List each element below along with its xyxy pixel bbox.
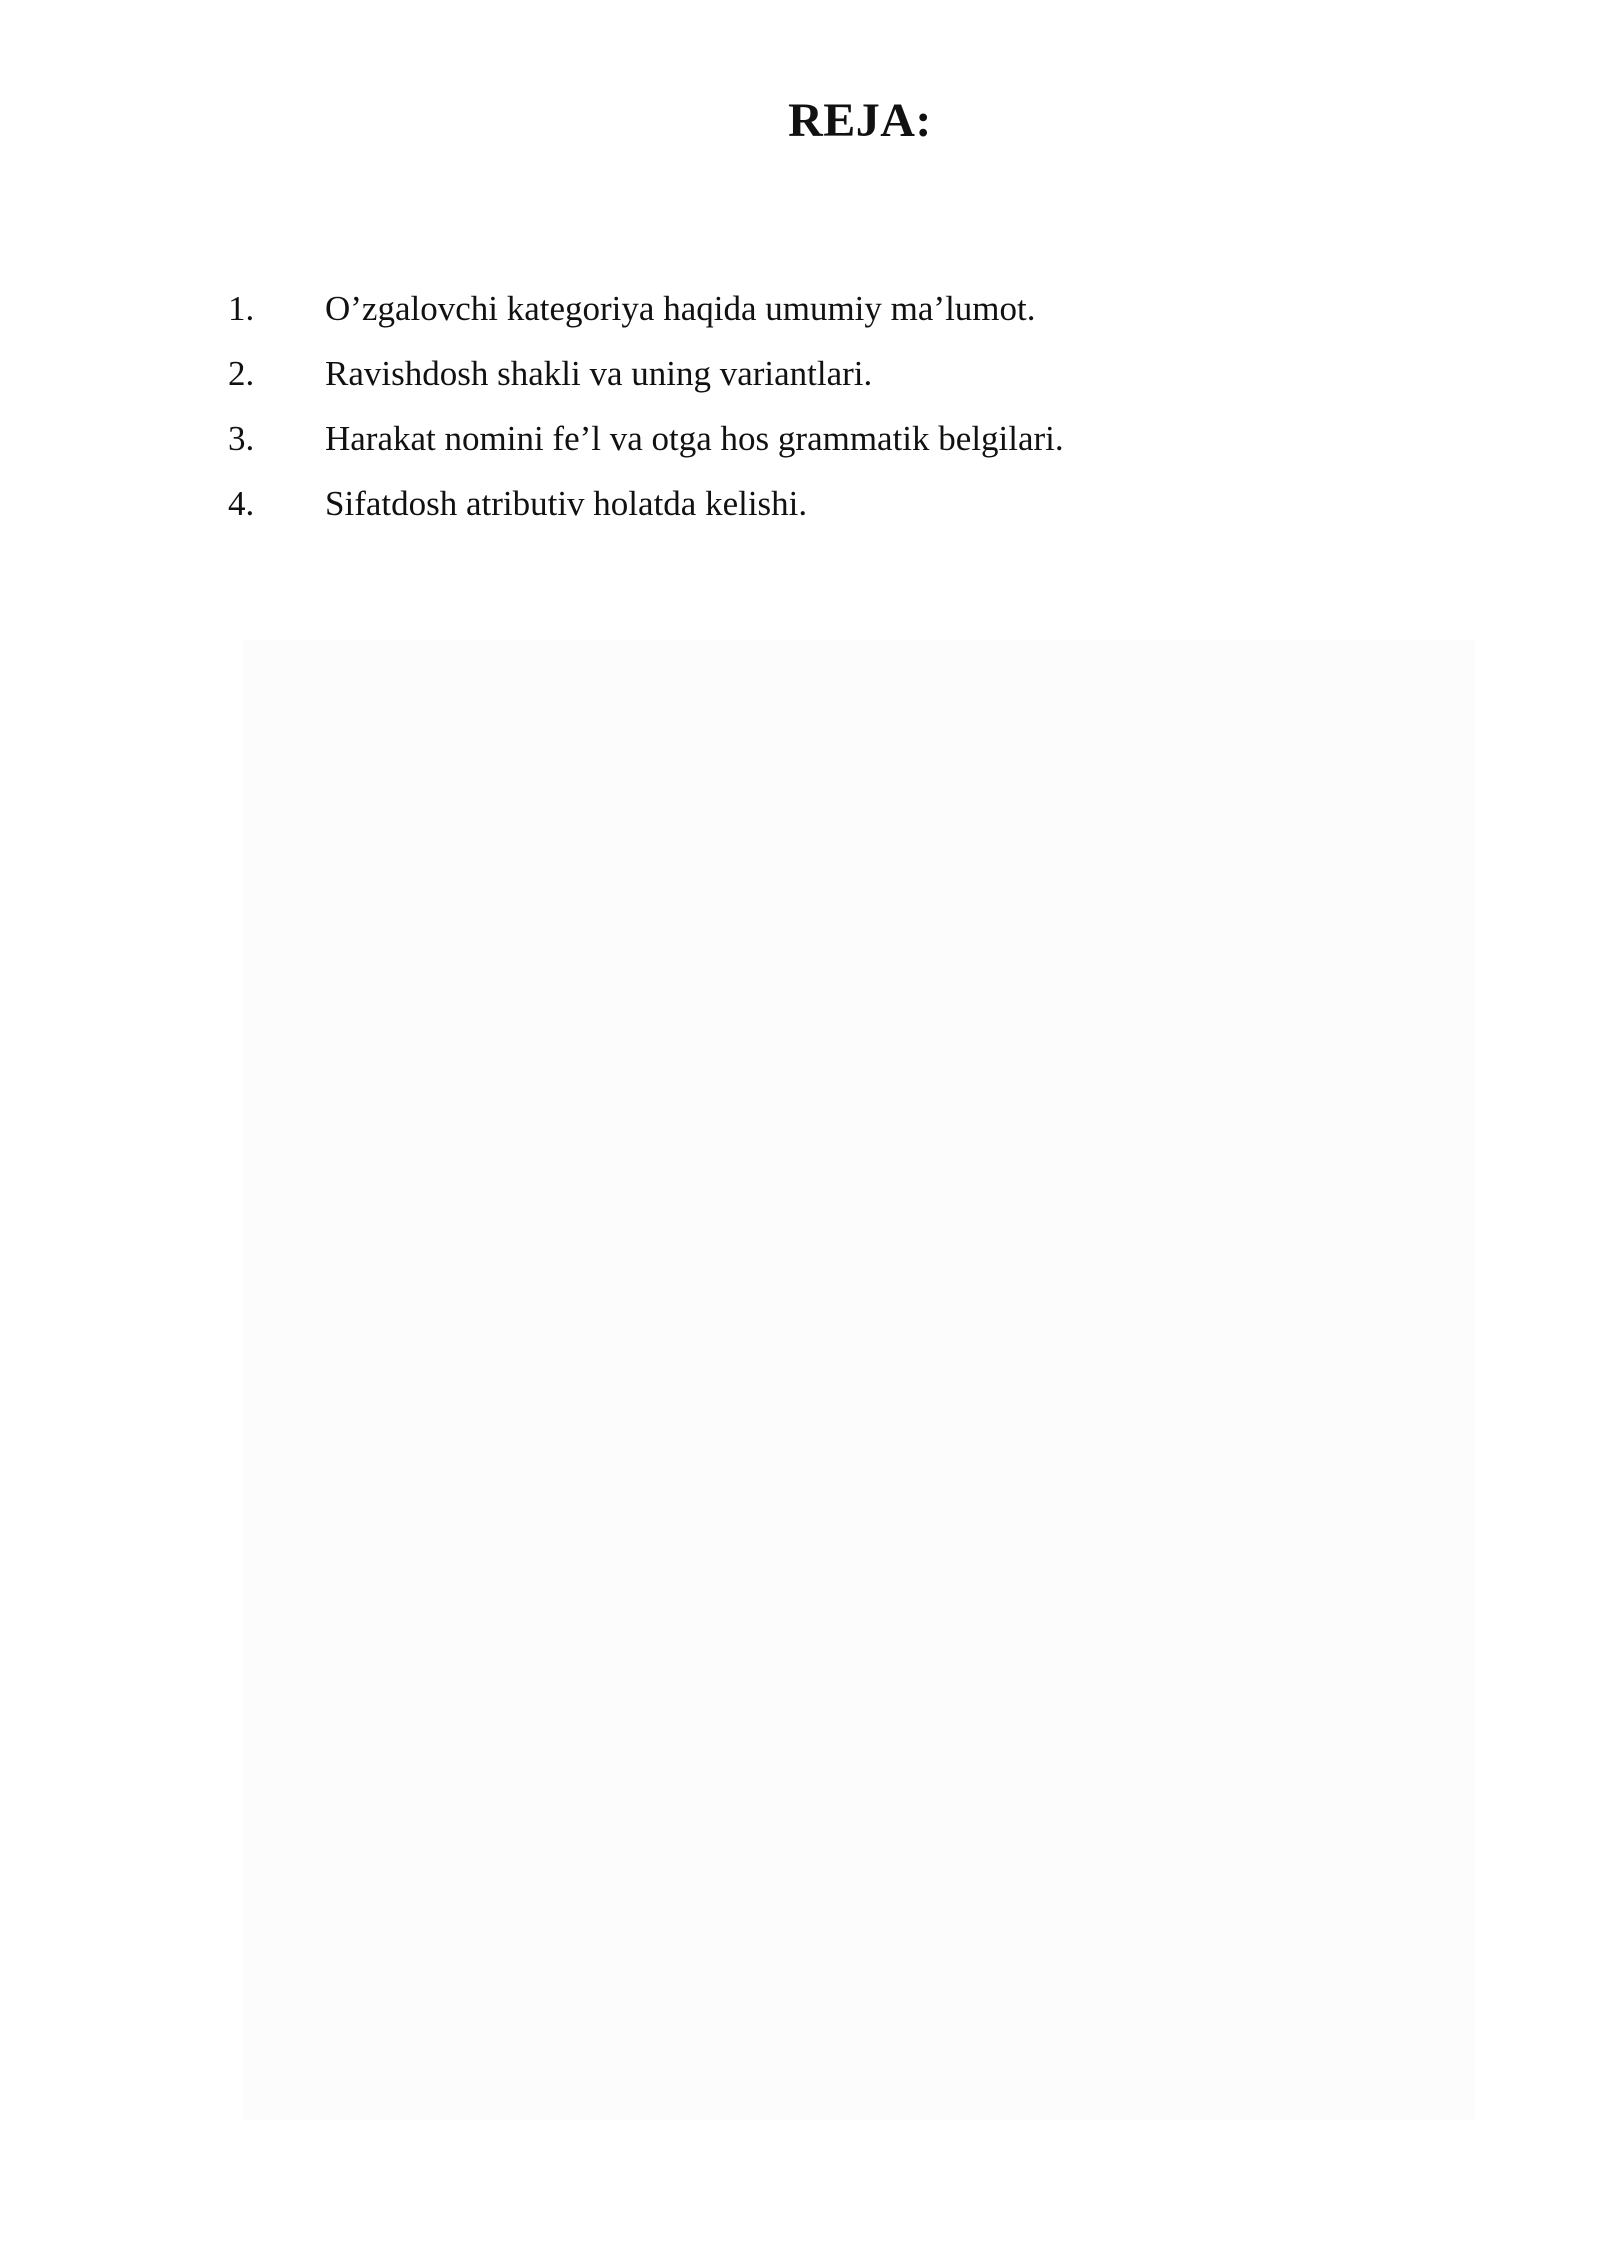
list-item-text: Sifatdosh atributiv holatda kelishi. (325, 484, 808, 523)
list-item (228, 350, 1064, 415)
list-item (228, 285, 1064, 350)
list-item-text: Harakat nomini fe’l va otga hos grammatik belgilari. (325, 419, 1064, 458)
list-item-number: 2. (228, 354, 255, 393)
list-item (228, 415, 1064, 480)
list-item-number: 1. (228, 289, 255, 328)
list-item-text: Ravishdosh shakli va uning variantlari. (325, 354, 873, 393)
list-item-number: 4. (228, 484, 255, 523)
list-item-text: O’zgalovchi kategoriya haqida umumiy ma’lumot. (325, 289, 1036, 328)
list-item-number: 3. (228, 419, 255, 458)
page-title: REJA: (788, 94, 932, 147)
faint-background-panel (242, 640, 1474, 2120)
plan-list (228, 285, 1064, 545)
list-item (228, 480, 1064, 545)
